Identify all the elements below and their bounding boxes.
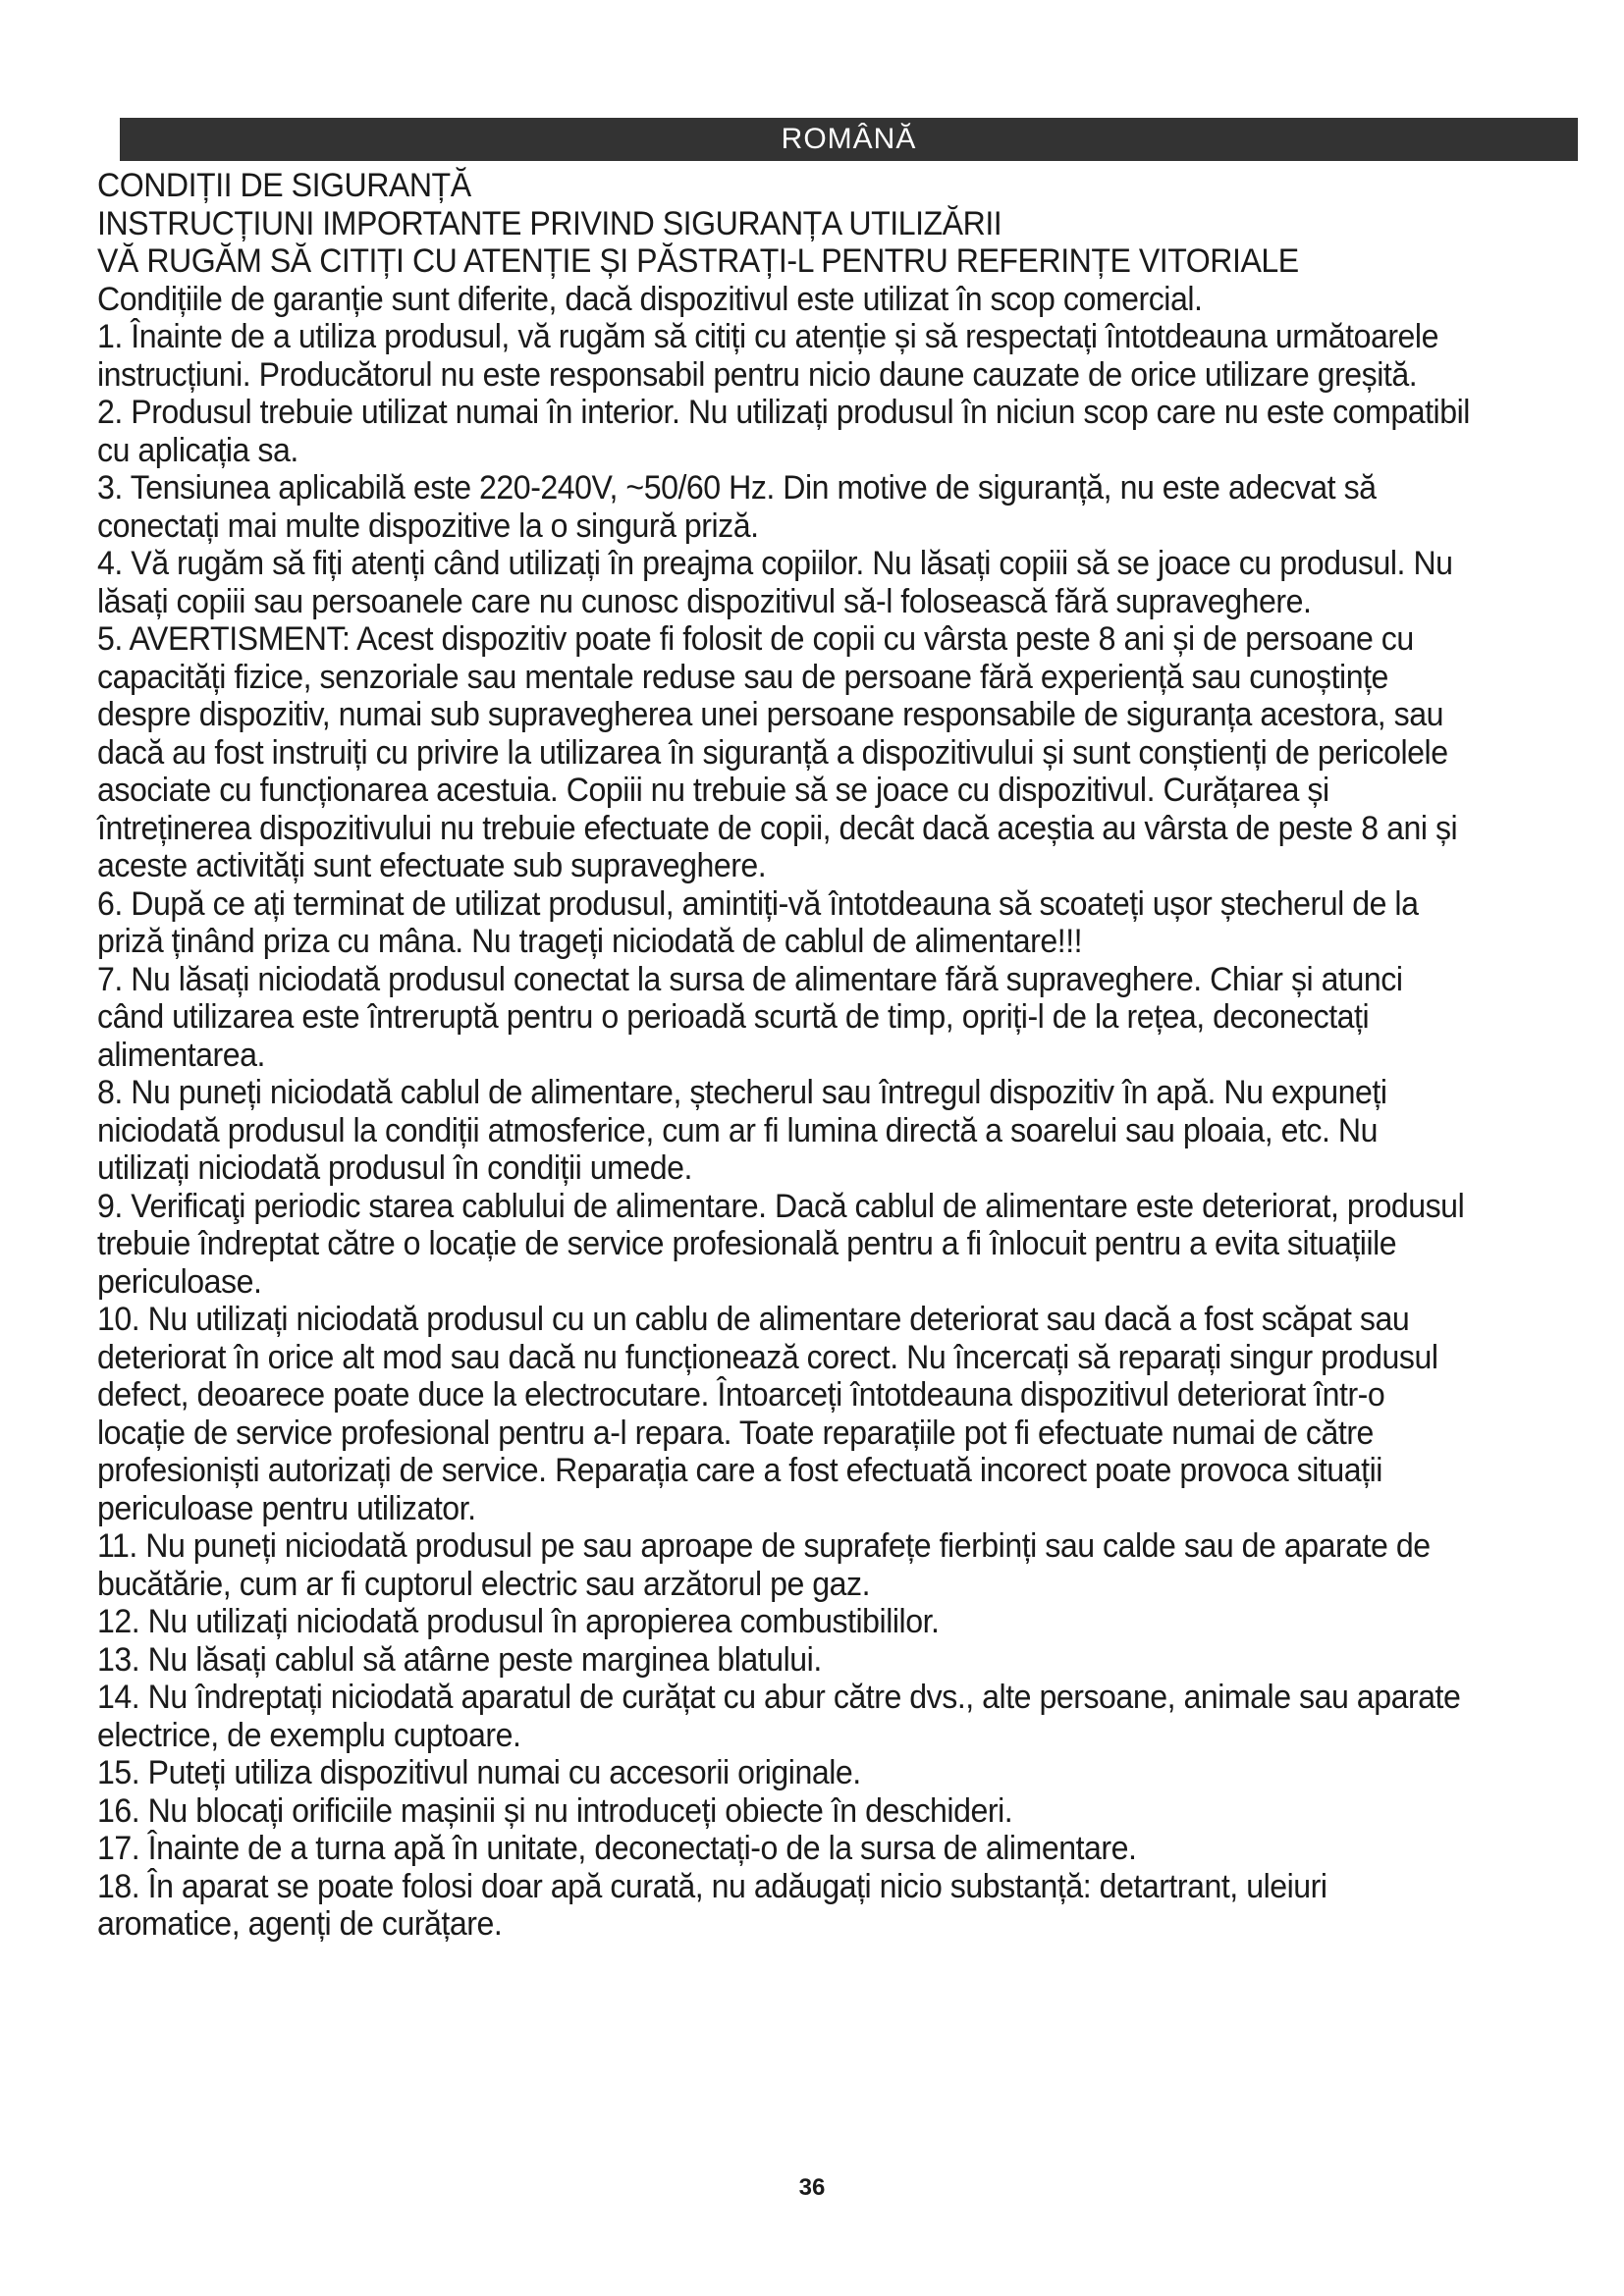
instruction-item: 16. Nu blocați orificiile mașinii și nu introduceți obiecte în deschideri. xyxy=(97,1791,1013,1830)
instruction-item: 4. Vă rugăm să fiți atenți când utilizați în preajma copiilor. Nu lăsați copiii să se joace cu produsul. Nu lăsați copiii sau persoanele care nu cunosc dispozitivul să-l folosească fără supraveghere. xyxy=(97,545,1453,620)
instruction-item: 12. Nu utilizați niciodată produsul în apropierea combustibililor. xyxy=(97,1603,940,1640)
instruction-item: 5. AVERTISMENT: Acest dispozitiv poate fi folosit de copii cu vârsta peste 8 ani și de persoane cu capacități fizice, senzoriale sau mentale reduse sau de persoane fără experiență sau cunoștințe despre dispozitiv, numai sub supravegherea unei persoane responsabile de siguranța acestora, sau dacă au fost instruiți cu privire la utilizarea în siguranță a dispozitivului și sunt conștienți de pericolele asociate cu funcționarea acestuia. Copiii nu trebuie să se joace cu dispozitivul. Curățarea și întreținerea dispozitivului nu trebuie efectuate de copii, decât dacă aceștia au vârsta de peste 8 ani și aceste activități sunt efectuate sub supraveghere. xyxy=(97,620,1458,884)
language-label: ROMÂNĂ xyxy=(781,123,917,155)
page-number: 36 xyxy=(798,2174,826,2201)
instruction-item: 2. Produsul trebuie utilizat numai în interior. Nu utilizați produsul în niciun scop care nu este compatibil cu aplicația sa. xyxy=(97,394,1470,469)
safety-instructions xyxy=(97,167,1476,1944)
instruction-item: 14. Nu îndreptați niciodată aparatul de curățat cu abur către dvs., alte persoane, animale sau aparate electrice, de exemplu cuptoare. xyxy=(97,1679,1461,1754)
instruction-item: 17. Înainte de a turna apă în unitate, deconectați-o de la sursa de alimentare. xyxy=(97,1830,1137,1867)
instruction-item: 3. Tensiunea aplicabilă este 220-240V, ~50/60 Hz. Din motive de siguranță, nu este adecvat să conectați mai multe dispozitive la o singură priză. xyxy=(97,469,1377,545)
read-carefully-notice: VĂ RUGĂM SĂ CITIȚI CU ATENȚIE ȘI PĂSTRAȚI-L PENTRU REFERINȚE VITORIALE xyxy=(97,242,1299,280)
instruction-item: 18. În aparat se poate folosi doar apă curată, nu adăugați nicio substanță: detartrant, uleiuri aromatice, agenți de curățare. xyxy=(97,1867,1327,1943)
instruction-item: 6. După ce ați terminat de utilizat produsul, amintiți-vă întotdeauna să scoateți ușor ștecherul de la priză ținând priza cu mâna. Nu trageți niciodată de cablul de alimentare!!! xyxy=(97,884,1419,960)
instruction-item: 7. Nu lăsați niciodată produsul conectat la sursa de alimentare fără supraveghere. Chiar și atunci când utilizarea este întreruptă pentru o perioadă scurtă de timp, opriți-l de la rețea, deconectați alimentarea. xyxy=(97,960,1403,1074)
instruction-item: 15. Puteți utiliza dispozitivul numai cu accesorii originale. xyxy=(97,1754,861,1791)
section-title: CONDIȚII DE SIGURANȚĂ xyxy=(97,167,471,204)
instruction-item: 9. Verificaţi periodic starea cablului de alimentare. Dacă cablul de alimentare este deteriorat, produsul trebuie îndreptat către o locație de service profesională pentru a fi înlocuit pentru a evita situațiile periculoase. xyxy=(97,1187,1465,1301)
section-subtitle: INSTRUCȚIUNI IMPORTANTE PRIVIND SIGURANȚA UTILIZĂRII xyxy=(97,204,1002,242)
language-header-bar xyxy=(120,118,1578,161)
instruction-item: 10. Nu utilizați niciodată produsul cu un cablu de alimentare deteriorat sau dacă a fost scăpat sau deteriorat în orice alt mod sau dacă nu funcționează corect. Nu încercați să reparați singur produsul defect, deoarece poate duce la electrocutare. Întoarceți întotdeauna dispozitivul deteriorat într-o locație de service profesional pentru a-l repara. Toate reparațiile pot fi efectuate numai de către profesioniști autorizați de service. Reparația care a fost efectuată incorect poate provoca situații periculoase pentru utilizator. xyxy=(97,1301,1438,1527)
instruction-item: 13. Nu lăsați cablul să atârne peste marginea blatului. xyxy=(97,1640,822,1679)
instruction-item: 1. Înainte de a utiliza produsul, vă rugăm să citiți cu atenție și să respectați întotdeauna următoarele instrucțiuni. Producătorul nu este responsabil pentru nicio daune cauzate de orice utilizare greșită. xyxy=(97,318,1438,394)
warranty-note: Condițiile de garanție sunt diferite, dacă dispozitivul este utilizat în scop comercial. xyxy=(97,280,1203,318)
instruction-item: 11. Nu puneți niciodată produsul pe sau aproape de suprafețe fierbinți sau calde sau de aparate de bucătărie, cum ar fi cuptorul electric sau arzătorul pe gaz. xyxy=(97,1527,1431,1603)
instruction-item: 8. Nu puneți niciodată cablul de alimentare, ștecherul sau întregul dispozitiv în apă. Nu expuneți niciodată produsul la condiții atmosferice, cum ar fi lumina directă a soarelui sau ploaia, etc. Nu utilizați niciodată produsul în condiții umede. xyxy=(97,1074,1387,1187)
